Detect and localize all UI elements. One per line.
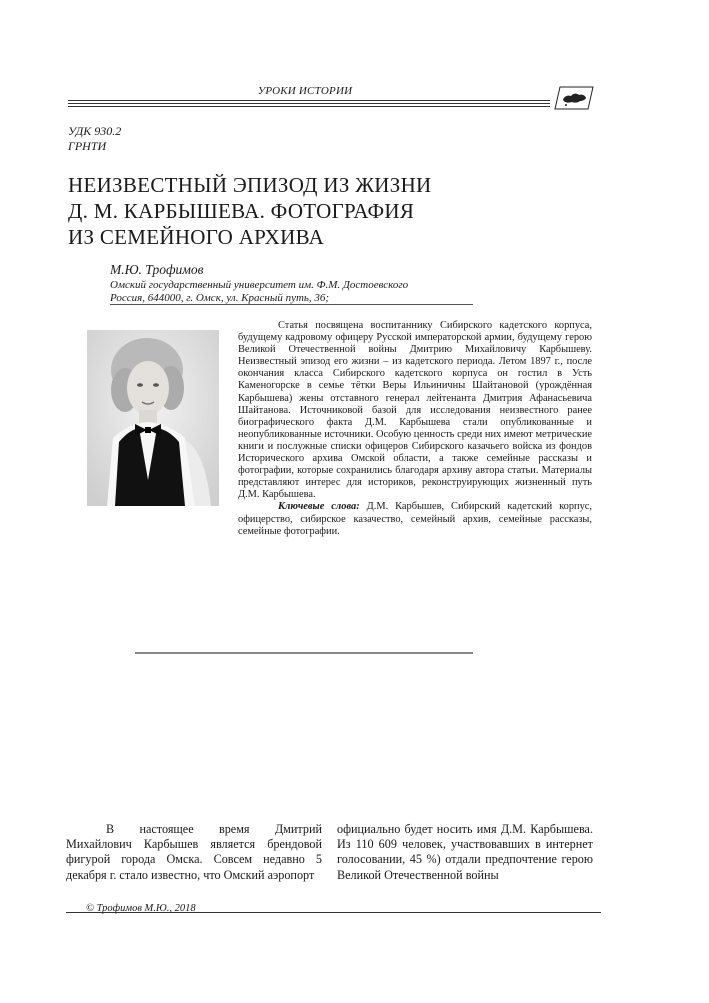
grnti-code: ГРНТИ — [68, 139, 107, 153]
author-name: М.Ю. Трофимов — [110, 262, 204, 277]
russia-map-logo-icon — [554, 86, 594, 110]
article-title — [68, 172, 588, 250]
body-right-column: официально будет носить имя Д.М. Карбышева. Из 110 609 человек, участвовавших в интернет голосовании, 45 %) отдали предпочтение герою Великой Отечественной войны — [337, 822, 593, 882]
section-separator — [135, 652, 473, 654]
title-line: НЕИЗВЕСТНЫЙ ЭПИЗОД ИЗ ЖИЗНИ — [68, 173, 432, 197]
affiliation-rule — [110, 304, 473, 305]
keywords-label: Ключевые слова: — [278, 501, 360, 513]
copyright: © Трофимов М.Ю., 2018 — [86, 903, 196, 914]
abstract-text: Статья посвящена воспитаннику Сибирского кадетского корпуса, будущему кадровому офицеру Русской императорской армии, будущему герою Великой Отечественной войны Дмитрию Михайловичу Карбышеву. Неизвестный эпизод его жизни – из кадетского периода. Летом 1897 г., после окончания класса Сибирского кадетского корпуса он гостил в Усть Каменогорске в семье тётки Веры Ильиничны Шайтановой (урождённая Карбышева) жены отставного генерал лейтенанта Дмитрия Афанасьевича Шайтанова. Источниковой базой для исследования неизвестного ранее биографического факта Д.М. Карбышева стали опубликованные и неопубликованные источники. Особую ценность среди них имеют метрические книги и послужные списки офицеров Сибирского казачьего войска из фондов Исторического архива Омской области, а также семейные рассказы и фотографии, которые сохранились благодаря архиву автора статьи. Материалы представляют интерес для историков, реконструирующих жизненный путь Д.М. Карбышева. — [238, 320, 592, 501]
author-address: Россия, 644000, г. Омск, ул. Красный путь, 36; — [110, 292, 330, 304]
footer-rule — [66, 912, 601, 913]
header-rule — [68, 103, 550, 104]
author-portrait-photo — [87, 330, 219, 506]
udk-code: УДК 930.2 — [68, 124, 122, 138]
author-affiliation: Омский государственный университет им. Ф.М. Достоевского — [110, 279, 409, 291]
keywords — [238, 501, 592, 537]
body-left-column: В настоящее время Дмитрий Михайлович Карбышев является брендовой фигурой города Омска. Совсем недавно 5 декабря г. стало известно, что Омский аэропорт — [66, 822, 322, 882]
title-line: ИЗ СЕМЕЙНОГО АРХИВА — [68, 225, 325, 249]
title-line: Д. М. КАРБЫШЕВА. ФОТОГРАФИЯ — [68, 199, 415, 223]
journal-section-title: УРОКИ ИСТОРИИ — [257, 85, 353, 97]
header-rule — [68, 106, 550, 107]
header-rule — [68, 100, 550, 101]
keywords-text: Д.М. Карбышев, Сибирский кадетский корпус, офицерство, сибирское казачество, семейный архив, семейные рассказы, семейные фотографии. — [238, 501, 592, 537]
abstract — [238, 320, 592, 538]
